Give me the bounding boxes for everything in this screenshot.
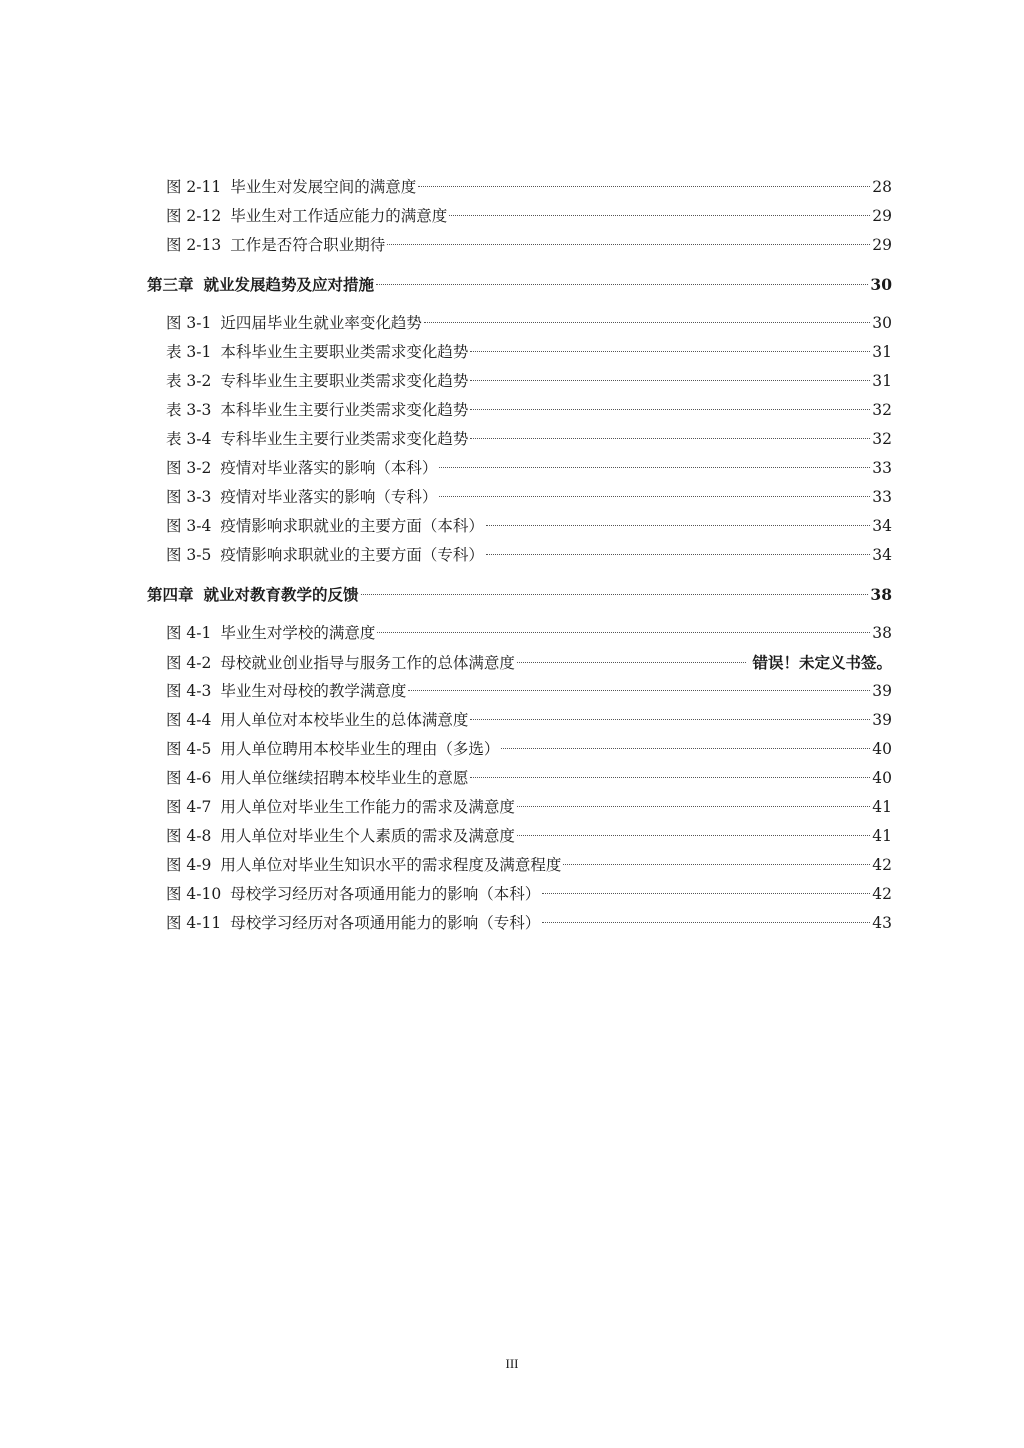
dot-leader xyxy=(517,662,747,663)
toc-entry-title: 母校就业创业指导与服务工作的总体满意度 xyxy=(220,654,515,672)
toc-entry-title: 专科毕业生主要职业类需求变化趋势 xyxy=(220,372,469,390)
dot-leader xyxy=(387,244,870,245)
toc-entry-page-number: 43 xyxy=(872,914,892,932)
toc-entry-page-number: 42 xyxy=(872,856,892,874)
toc-entry-error-text: 错误！未定义书签。 xyxy=(752,653,892,672)
dot-leader xyxy=(376,284,868,285)
toc-entry[interactable] xyxy=(147,706,892,735)
toc-entry[interactable] xyxy=(147,764,892,793)
toc-chapter-entry[interactable] xyxy=(147,270,892,299)
toc-entry-label: 图 4-6 xyxy=(166,769,212,787)
toc-entry-page-number: 29 xyxy=(872,207,892,225)
toc-entry[interactable] xyxy=(147,619,892,648)
toc-entry-page-number: 34 xyxy=(872,546,892,564)
dot-leader xyxy=(449,215,870,216)
toc-entry-label: 图 3-3 xyxy=(166,488,212,506)
dot-leader xyxy=(470,380,870,381)
toc-entry-label: 图 3-1 xyxy=(166,314,212,332)
toc-entry[interactable] xyxy=(147,822,892,851)
toc-entry-page-number: 40 xyxy=(872,740,892,758)
toc-entry-page-number: 39 xyxy=(872,682,892,700)
toc-entry-title: 就业对教育教学的反馈 xyxy=(203,585,359,604)
toc-entry[interactable] xyxy=(147,202,892,231)
toc-entry[interactable] xyxy=(147,367,892,396)
dot-leader xyxy=(517,806,870,807)
dot-leader xyxy=(486,525,870,526)
toc-entry[interactable] xyxy=(147,425,892,454)
toc-entry-page-number: 33 xyxy=(872,459,892,477)
toc-entry-title: 疫情影响求职就业的主要方面（专科） xyxy=(220,546,484,564)
toc-entry-page-number: 38 xyxy=(870,585,892,604)
toc-entry[interactable] xyxy=(147,483,892,512)
toc-entry-title: 本科毕业生主要行业类需求变化趋势 xyxy=(220,401,469,419)
toc-entry-title: 近四届毕业生就业率变化趋势 xyxy=(220,314,422,332)
toc-entry-title: 毕业生对发展空间的满意度 xyxy=(230,178,417,196)
dot-leader xyxy=(470,777,870,778)
toc-entry-title: 母校学习经历对各项通用能力的影响（专科） xyxy=(230,914,541,932)
page-footer-number: III xyxy=(505,1356,519,1371)
dot-leader xyxy=(486,554,870,555)
toc-entry[interactable] xyxy=(147,648,892,677)
toc-entry-title: 毕业生对母校的教学满意度 xyxy=(220,682,407,700)
toc-entry-page-number: 32 xyxy=(872,430,892,448)
toc-entry-title: 疫情对毕业落实的影响（本科） xyxy=(220,459,438,477)
dot-leader xyxy=(439,467,870,468)
dot-leader xyxy=(377,632,870,633)
dot-leader xyxy=(501,748,870,749)
toc-entry[interactable] xyxy=(147,454,892,483)
toc-entry[interactable] xyxy=(147,231,892,260)
toc-entry-title: 用人单位对毕业生工作能力的需求及满意度 xyxy=(220,798,515,816)
toc-entry-label: 图 2-11 xyxy=(166,178,222,196)
toc-entry[interactable] xyxy=(147,793,892,822)
toc-entry-title: 毕业生对工作适应能力的满意度 xyxy=(230,207,448,225)
toc-entry-label: 表 3-1 xyxy=(166,343,212,361)
dot-leader xyxy=(517,835,870,836)
toc-entry-page-number: 31 xyxy=(872,372,892,390)
toc-entry-page-number: 39 xyxy=(872,711,892,729)
toc-entry-label: 第三章 xyxy=(147,275,194,294)
toc-entry[interactable] xyxy=(147,909,892,938)
toc-entry-title: 专科毕业生主要行业类需求变化趋势 xyxy=(220,430,469,448)
toc-entry[interactable] xyxy=(147,173,892,202)
dot-leader xyxy=(470,409,870,410)
toc-entry-label: 图 4-1 xyxy=(166,624,212,642)
toc-entry[interactable] xyxy=(147,735,892,764)
toc-entry-label: 图 4-5 xyxy=(166,740,212,758)
toc-entry-page-number: 28 xyxy=(872,178,892,196)
dot-leader xyxy=(542,893,870,894)
toc-entry-label: 图 3-2 xyxy=(166,459,212,477)
toc-entry-label: 图 4-2 xyxy=(166,654,212,672)
toc-entry[interactable] xyxy=(147,851,892,880)
toc-entry-label: 表 3-4 xyxy=(166,430,212,448)
table-of-contents xyxy=(147,173,892,938)
dot-leader xyxy=(424,322,870,323)
toc-entry-page-number: 41 xyxy=(872,798,892,816)
dot-leader xyxy=(408,690,870,691)
toc-entry-label: 图 3-5 xyxy=(166,546,212,564)
toc-entry-label: 图 4-10 xyxy=(166,885,222,903)
dot-leader xyxy=(563,864,870,865)
dot-leader xyxy=(470,438,870,439)
toc-entry-label: 图 4-11 xyxy=(166,914,222,932)
toc-entry-title: 疫情对毕业落实的影响（专科） xyxy=(220,488,438,506)
dot-leader xyxy=(542,922,870,923)
toc-entry-title: 就业发展趋势及应对措施 xyxy=(203,275,375,294)
toc-entry-title: 疫情影响求职就业的主要方面（本科） xyxy=(220,517,484,535)
dot-leader xyxy=(470,351,870,352)
toc-entry-page-number: 32 xyxy=(872,401,892,419)
toc-entry-title: 本科毕业生主要职业类需求变化趋势 xyxy=(220,343,469,361)
toc-entry-label: 图 4-9 xyxy=(166,856,212,874)
toc-entry-title: 用人单位对本校毕业生的总体满意度 xyxy=(220,711,469,729)
dot-leader xyxy=(439,496,870,497)
dot-leader xyxy=(418,186,870,187)
toc-entry-label: 图 3-4 xyxy=(166,517,212,535)
toc-entry-page-number: 40 xyxy=(872,769,892,787)
toc-entry-title: 母校学习经历对各项通用能力的影响（本科） xyxy=(230,885,541,903)
toc-entry-page-number: 42 xyxy=(872,885,892,903)
toc-entry-page-number: 41 xyxy=(872,827,892,845)
toc-entry-title: 工作是否符合职业期待 xyxy=(230,236,386,254)
toc-entry-page-number: 29 xyxy=(872,236,892,254)
toc-entry-title: 用人单位对毕业生个人素质的需求及满意度 xyxy=(220,827,515,845)
toc-entry-title: 毕业生对学校的满意度 xyxy=(220,624,376,642)
toc-entry-page-number: 38 xyxy=(872,624,892,642)
toc-entry-page-number: 34 xyxy=(872,517,892,535)
toc-entry-label: 表 3-2 xyxy=(166,372,212,390)
toc-chapter-entry[interactable] xyxy=(147,580,892,609)
toc-entry-label: 图 2-12 xyxy=(166,207,222,225)
toc-entry-page-number: 30 xyxy=(870,275,892,294)
toc-entry-title: 用人单位聘用本校毕业生的理由（多选） xyxy=(220,740,500,758)
toc-entry-label: 表 3-3 xyxy=(166,401,212,419)
toc-entry-label: 图 4-3 xyxy=(166,682,212,700)
toc-entry-label: 图 4-7 xyxy=(166,798,212,816)
dot-leader xyxy=(470,719,870,720)
toc-entry-label: 第四章 xyxy=(147,585,194,604)
toc-entry[interactable] xyxy=(147,880,892,909)
toc-entry[interactable] xyxy=(147,512,892,541)
toc-entry[interactable] xyxy=(147,338,892,367)
toc-entry-title: 用人单位对毕业生知识水平的需求程度及满意程度 xyxy=(220,856,562,874)
dot-leader xyxy=(361,594,869,595)
toc-entry-label: 图 4-4 xyxy=(166,711,212,729)
toc-entry-label: 图 4-8 xyxy=(166,827,212,845)
toc-entry-label: 图 2-13 xyxy=(166,236,222,254)
toc-entry[interactable] xyxy=(147,677,892,706)
toc-entry[interactable] xyxy=(147,541,892,570)
toc-entry-page-number: 30 xyxy=(872,314,892,332)
toc-entry[interactable] xyxy=(147,309,892,338)
toc-entry-title: 用人单位继续招聘本校毕业生的意愿 xyxy=(220,769,469,787)
toc-entry-page-number: 33 xyxy=(872,488,892,506)
toc-entry[interactable] xyxy=(147,396,892,425)
toc-entry-page-number: 31 xyxy=(872,343,892,361)
